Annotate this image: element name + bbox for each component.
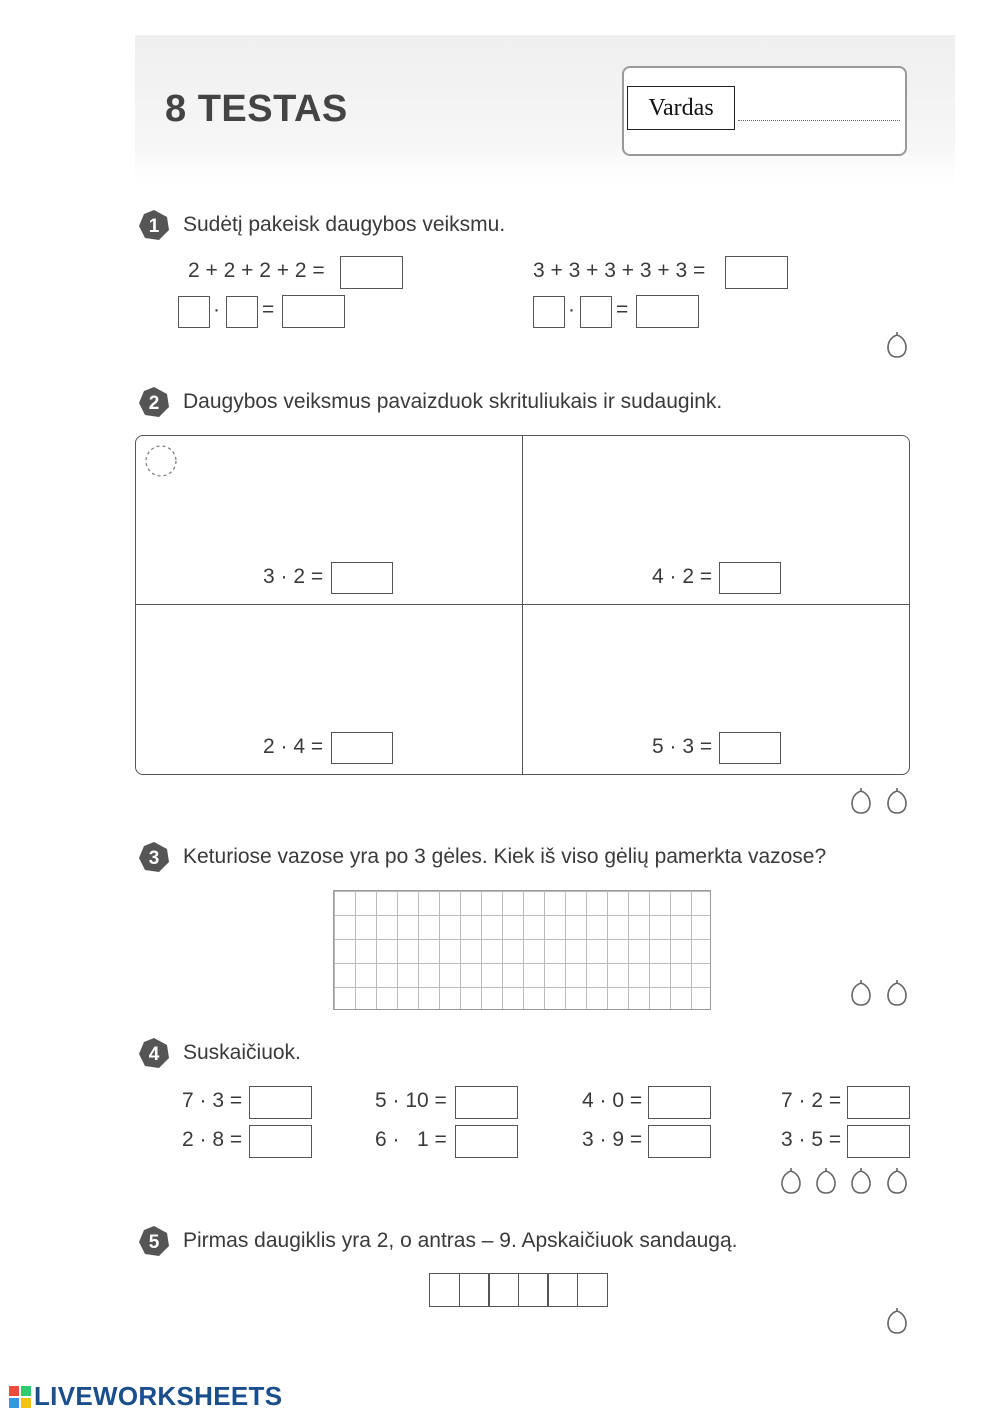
factor-box[interactable]: [533, 296, 565, 328]
answer-box[interactable]: [725, 256, 788, 289]
answer-cell[interactable]: [547, 1273, 578, 1307]
equals-sign: =: [262, 298, 275, 321]
answer-cell[interactable]: [459, 1273, 490, 1307]
answer-cell[interactable]: [488, 1273, 519, 1307]
brand-logo-icon: [8, 1385, 32, 1409]
score-leaf-icon: [884, 788, 910, 816]
task1-instruction: Sudėtį pakeisk daugybos veiksmu.: [183, 213, 506, 236]
svg-text:3: 3: [148, 848, 160, 869]
task2-equation: 5 · 3 =: [652, 735, 713, 758]
answer-box[interactable]: [636, 295, 699, 328]
score-leaf-icon: [778, 1168, 804, 1196]
task2-instruction: Daugybos veiksmus pavaizduok skrituliukais ir sudaugink.: [183, 390, 723, 413]
task2-equation: 3 · 2 =: [263, 565, 324, 588]
answer-box[interactable]: [847, 1086, 910, 1119]
score-leaf-icon: [884, 980, 910, 1008]
task4-equation: 2 · 8 =: [182, 1128, 243, 1151]
task2-equation: 4 · 2 =: [652, 565, 713, 588]
answer-cell[interactable]: [429, 1273, 460, 1307]
task4-equation: 3 · 9 =: [582, 1128, 643, 1151]
panel-divider-vertical: [522, 435, 523, 775]
answer-cell[interactable]: [518, 1273, 549, 1307]
task4-equation: 5 · 10 =: [375, 1089, 447, 1112]
score-leaf-icon: [848, 788, 874, 816]
answer-box[interactable]: [648, 1125, 711, 1158]
svg-text:5: 5: [148, 1232, 160, 1253]
task4-equation: 7 · 2 =: [781, 1089, 842, 1112]
answer-box[interactable]: [331, 732, 393, 764]
name-input-line[interactable]: [738, 120, 900, 121]
answer-box[interactable]: [282, 295, 345, 328]
answer-box[interactable]: [847, 1125, 910, 1158]
task4-equation: 4 · 0 =: [582, 1089, 643, 1112]
factor-box[interactable]: [580, 296, 612, 328]
dot-sign: ·: [568, 298, 575, 321]
task-number-badge-icon: [137, 385, 171, 419]
factor-box[interactable]: [226, 296, 258, 328]
answer-box[interactable]: [719, 562, 781, 594]
svg-text:1: 1: [148, 216, 160, 237]
answer-box[interactable]: [455, 1086, 518, 1119]
answer-box[interactable]: [249, 1125, 312, 1158]
brand-name: LIVEWORKSHEETS: [34, 1381, 283, 1411]
svg-text:4: 4: [148, 1044, 160, 1065]
answer-box[interactable]: [249, 1086, 312, 1119]
footer-brand: [8, 1381, 282, 1412]
score-leaf-icon: [884, 1308, 910, 1336]
answer-grid[interactable]: [333, 890, 711, 1010]
score-leaf-icon: [884, 332, 910, 360]
task4-equation: 6 · 1 =: [375, 1128, 447, 1151]
answer-cell[interactable]: [577, 1273, 608, 1307]
task1-left-sum: 2 + 2 + 2 + 2 =: [188, 259, 325, 282]
task1-right-sum: 3 + 3 + 3 + 3 + 3 =: [533, 259, 706, 282]
score-leaf-icon: [813, 1168, 839, 1196]
task-number-badge-icon: [137, 840, 171, 874]
task-number-badge-icon: [137, 1224, 171, 1258]
dot-sign: ·: [213, 298, 220, 321]
task-number-badge-icon: [137, 1036, 171, 1070]
task4-equation: 3 · 5 =: [781, 1128, 842, 1151]
task5-instruction: Pirmas daugiklis yra 2, o antras – 9. Apskaičiuok sandaugą.: [183, 1229, 738, 1252]
equals-sign: =: [616, 298, 629, 321]
score-leaf-icon: [884, 1168, 910, 1196]
task2-equation: 2 · 4 =: [263, 735, 324, 758]
score-leaf-icon: [848, 1168, 874, 1196]
dashed-circle-icon: [144, 443, 178, 479]
score-leaf-icon: [848, 980, 874, 1008]
answer-box[interactable]: [719, 732, 781, 764]
task3-instruction: Keturiose vazose yra po 3 gėles. Kiek iš viso gėlių pamerkta vazose?: [183, 845, 827, 868]
svg-text:2: 2: [148, 393, 160, 414]
task4-instruction: Suskaičiuok.: [183, 1041, 301, 1064]
answer-box[interactable]: [455, 1125, 518, 1158]
task-number-badge-icon: [137, 208, 171, 242]
factor-box[interactable]: [178, 296, 210, 328]
task4-equation: 7 · 3 =: [182, 1089, 243, 1112]
answer-cells[interactable]: [429, 1273, 606, 1307]
panel-divider-horizontal: [135, 604, 910, 605]
name-label: Vardas: [627, 86, 735, 130]
answer-box[interactable]: [648, 1086, 711, 1119]
answer-box[interactable]: [340, 256, 403, 289]
answer-box[interactable]: [331, 562, 393, 594]
page-title: 8 TESTAS: [165, 88, 348, 130]
